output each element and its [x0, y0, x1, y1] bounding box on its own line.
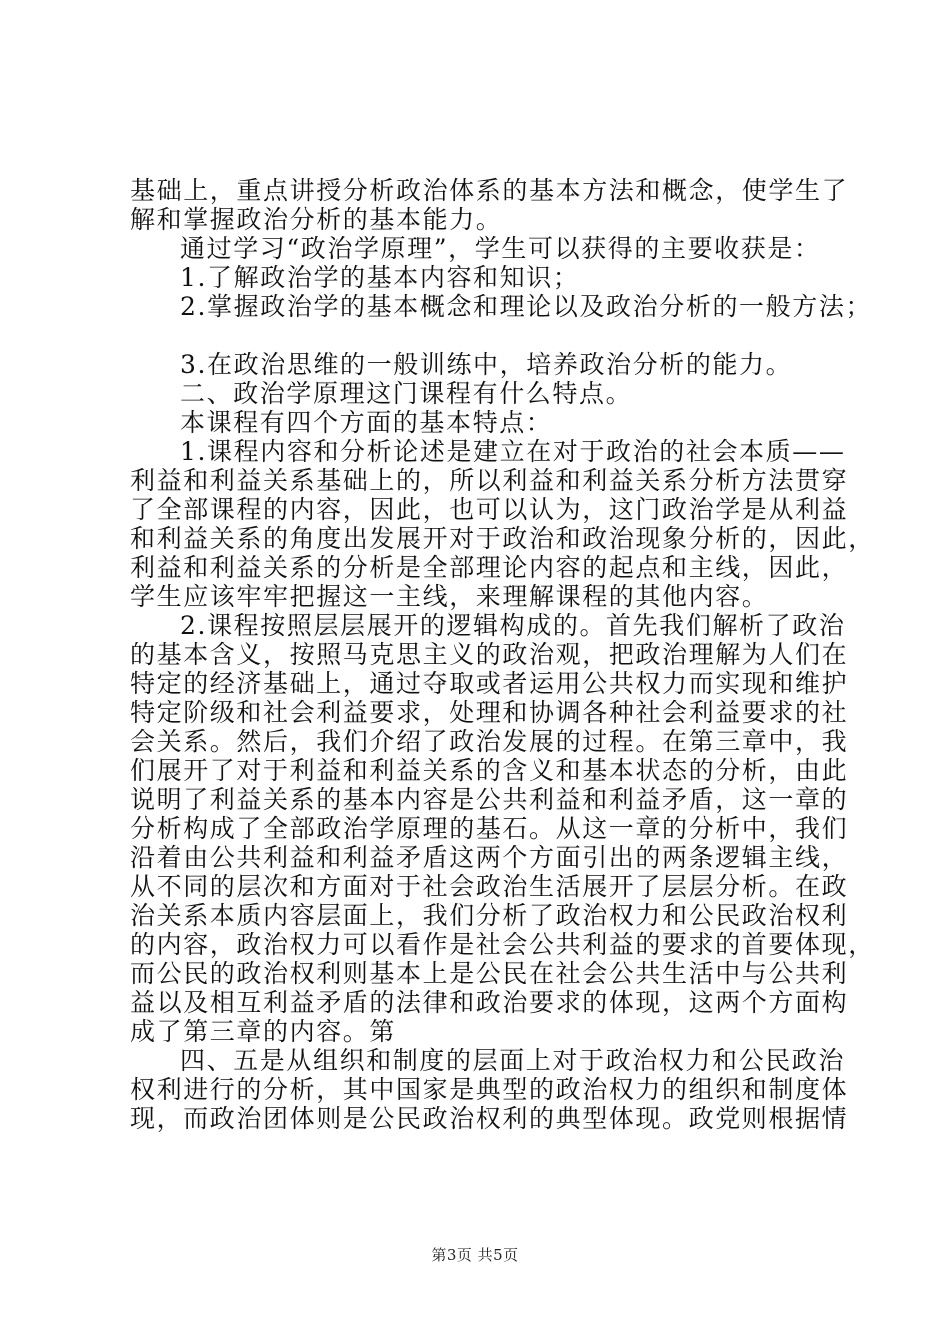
text-line: 益以及相互利益矛盾的法律和政治要求的体现，这两个方面构 [130, 988, 849, 1017]
text-line: 从不同的层次和方面对于社会政治生活展开了层层分析。在政 [130, 872, 849, 901]
text-line: 特定阶级和社会利益要求，处理和协调各种社会利益要求的社 [130, 698, 849, 727]
text-line: 权利进行的分析，其中国家是典型的政治权力的组织和制度体 [130, 1075, 849, 1104]
list-item: 3.在政治思维的一般训练中，培养政治分析的能力。 [180, 350, 793, 379]
text-line: 治关系本质内容层面上，我们分析了政治权力和公民政治权利 [130, 901, 849, 930]
text-line: 利益和利益关系基础上的，所以利益和利益关系分析方法贯穿 [130, 466, 849, 495]
document-body [130, 176, 875, 1133]
text-line: 本课程有四个方面的基本特点： [180, 408, 553, 437]
text-line: 们展开了对于利益和利益关系的含义和基本状态的分析，由此 [130, 756, 849, 785]
text-line: 分析构成了全部政治学原理的基石。从这一章的分析中，我们 [130, 814, 849, 843]
list-item: 2.掌握政治学的基本概念和理论以及政治分析的一般方法； [180, 292, 873, 321]
list-item: 1.了解政治学的基本内容和知识； [180, 263, 580, 292]
text-line: 说明了利益关系的基本内容是公共利益和利益矛盾，这一章的 [130, 785, 849, 814]
text-line: 特定的经济基础上，通过夺取或者运用公共权力而实现和维护 [130, 669, 849, 698]
page-number-footer: 第3页 共5页 [431, 1246, 519, 1264]
text-line: 成了第三章的内容。第 [130, 1017, 397, 1046]
text-line: 基础上，重点讲授分析政治体系的基本方法和概念，使学生了 [130, 176, 849, 205]
text-line: 通过学习“政治学原理”，学生可以获得的主要收获是： [180, 234, 821, 263]
text-line: 解和掌握政治分析的基本能力。 [130, 205, 503, 234]
text-line: 的内容，政治权力可以看作是社会公共利益的要求的首要体现， [130, 930, 875, 959]
text-line: 而公民的政治权利则基本上是公民在社会公共生活中与公共利 [130, 959, 849, 988]
text-line: 的基本含义，按照马克思主义的政治观，把政治理解为人们在 [130, 640, 849, 669]
blank-line [130, 321, 830, 350]
text-line: 了全部课程的内容，因此，也可以认为，这门政治学是从利益 [130, 495, 849, 524]
text-line: 现，而政治团体则是公民政治权利的典型体现。政党则根据情 [130, 1104, 849, 1133]
list-item: 2.课程按照层层展开的逻辑构成的。首先我们解析了政治 [180, 611, 846, 640]
text-line: 学生应该牢牢把握这一主线，来理解课程的其他内容。 [130, 582, 769, 611]
text-line: 利益和利益关系的分析是全部理论内容的起点和主线，因此， [130, 553, 849, 582]
list-item: 1.课程内容和分析论述是建立在对于政治的社会本质—— [180, 437, 846, 466]
text-line: 四、五是从组织和制度的层面上对于政治权力和公民政治 [180, 1046, 846, 1075]
text-line: 和利益关系的角度出发展开对于政治和政治现象分析的，因此， [130, 524, 875, 553]
section-heading: 二、政治学原理这门课程有什么特点。 [180, 379, 633, 408]
text-line: 会关系。然后，我们介绍了政治发展的过程。在第三章中，我 [130, 727, 849, 756]
text-line: 沿着由公共利益和利益矛盾这两个方面引出的两条逻辑主线， [130, 843, 849, 872]
